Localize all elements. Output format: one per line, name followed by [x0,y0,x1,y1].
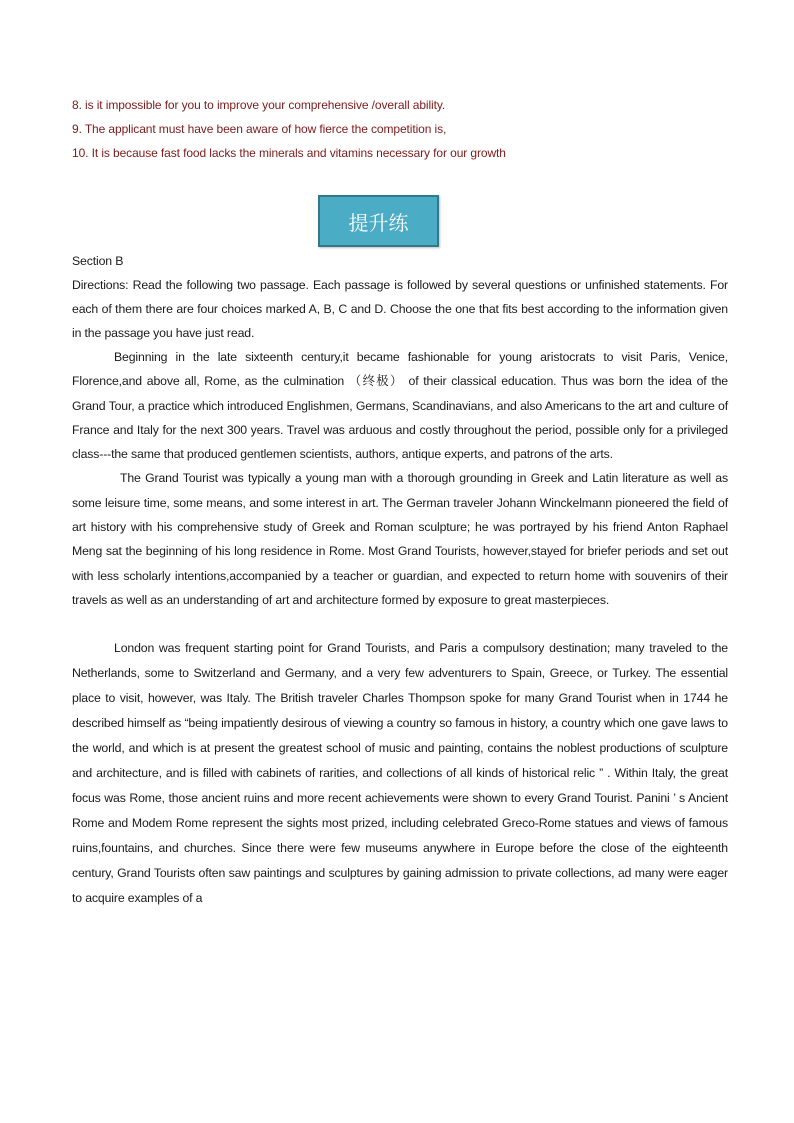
reading-section [72,249,728,911]
passage-paragraph-3: London was frequent starting point for Grand Tourists, and Paris a compulsory destination; many traveled to the Netherlands, some to Switzerland and Germany, and a very few adventurers to Spain, Greece, or Turkey. The essential place to visit, however, was Italy. The British traveler Charles Thompson spoke for many Grand Tourist when in 1744 he described himself as “being impatiently desirous of viewing a country so famous in history, a country which one gave laws to the world, and which is at present the greatest school of music and painting, contains the noblest productions of sculpture and architecture, and is filled with cabinets of rarities, and collections of all kinds of historical relic ” . Within Italy, the great focus was Rome, those ancient ruins and more recent achievements were shown to every Grand Tourist. Panini ’ s Ancient Rome and Modem Rome represent the sights most prized, including celebrated Greco-Rome statues and views of famous ruins,fountains, and churches. Since there were few museums anywhere in Europe before the close of the eighteenth century, Grand Tourists often saw paintings and sculptures by gaining admission to private collections, ad many were eager to acquire examples of a [72,641,728,906]
answer-list [72,93,752,165]
passage-paragraph-2: The Grand Tourist was typically a young man with a thorough grounding in Greek and Latin literature as well as some leisure time, some means, and some interest in art. The German traveler Johann Winckelmann pioneered the field of art history with his comprehensive study of Greek and Roman sculpture; he was portrayed by his friend Anton Raphael Meng sat the beginning of his long residence in Rome. Most Grand Tourists, however,stayed for briefer periods and set out with less scholarly intentions,accompanied by a teacher or guardian, and expected to return home with souvenirs of their travels as well as an understanding of art and architecture formed by exposure to great masterpieces. [72,471,728,607]
answer-10: 10. It is because fast food lacks the minerals and vitamins necessary for our growth [72,146,506,160]
answer-9: 9. The applicant must have been aware of how fierce the competition is, [72,122,447,136]
section-heading-box: 提升练 [318,195,439,247]
directions-text: Directions: Read the following two passage. Each passage is followed by several questions or unfinished statements. For each of them there are four choices marked A, B, C and D. Choose the one that fits best according to the information given in the passage you have just read. [72,278,728,340]
section-title: Section B [72,254,124,268]
answer-8: 8. is it impossible for you to improve your comprehensive /overall ability. [72,98,446,112]
passage-paragraph-1: Beginning in the late sixteenth century,it became fashionable for young aristocrats to visit Paris, Venice, Florence,and above all, Rome, as the culmination （终极） of their classical education. Thus was born the idea of the Grand Tour, a practice which introduced Englishmen, Germans, Scandinavians, and also Americans to the art and culture of France and Italy for the next 300 years. Travel was arduous and costly throughout the period, possible only for a privileged class---the same that produced gentlemen scientists, authors, antique experts, and patrons of the arts. [72,350,728,462]
